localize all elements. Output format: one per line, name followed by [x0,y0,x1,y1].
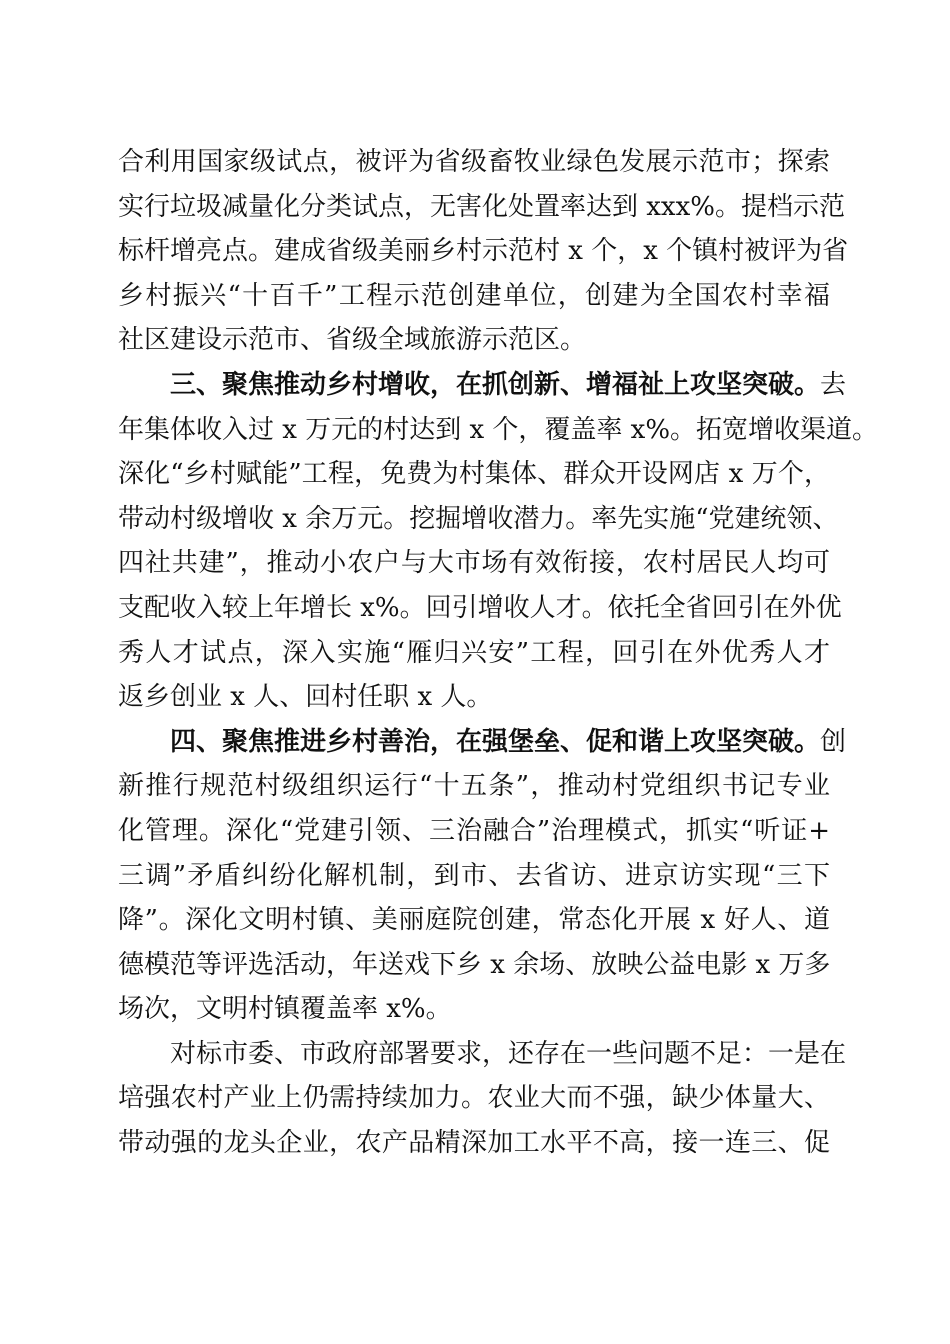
text-line: 乡村振兴“十百千”工程示范创建单位，创建为全国农村幸福 [118,280,830,311]
paragraph-3 [118,720,847,1032]
text-line: 秀人才试点，深入实施“雁归兴安”工程，回引在外优秀人才 [118,637,830,668]
section-heading: 四、聚焦推进乡村善治，在强堡垒、促和谐上攻坚突破。 [170,726,821,757]
text-line: 培强农村产业上仍需持续加力。农业大而不强，缺少体量大、 [118,1083,830,1114]
text-line: 降”。深化文明村镇、美丽庭院创建，常态化开展 x 好人、道 [118,905,830,936]
paragraph-2 [118,363,879,720]
text-line: 德模范等评选活动，年送戏下乡 x 余场、放映公益电影 x 万多 [118,949,831,980]
text-line: 新推行规范村级组织运行“十五条”，推动村党组织书记专业 [118,771,830,802]
text-line: 四社共建”，推动小农户与大市场有效衔接，农村居民人均可 [118,548,830,579]
text-line: 年集体收入过 x 万元的村达到 x 个，覆盖率 x%。拓宽增收渠道。 [118,414,879,445]
text-line: 标杆增亮点。建成省级美丽乡村示范村 x 个，x 个镇村被评为省 [118,236,849,267]
text-line [118,363,847,408]
section-heading: 三、聚焦推动乡村增收，在抓创新、增福祉上攻坚突破。 [170,369,821,400]
text-line: 返乡创业 x 人、回村任职 x 人。 [118,682,493,713]
heading-line-rest: 去 [820,369,847,400]
text-line: 社区建设示范市、省级全域旅游示范区。 [118,325,587,356]
text-line: 实行垃圾减量化分类试点，无害化处置率达到 xxx%。提档示范 [118,191,845,222]
document-page [118,140,879,1166]
text-line [118,720,847,765]
text-line: 三调”矛盾纠纷化解机制，到市、去省访、进京访实现“三下 [118,860,830,891]
text-line: 对标市委、市政府部署要求，还存在一些问题不足：一是在 [170,1038,847,1069]
text-line: 合利用国家级试点，被评为省级畜牧业绿色发展示范市；探索 [118,147,830,177]
text-line: 深化“乡村赋能”工程，免费为村集体、群众开设网店 x 万个， [118,459,830,490]
paragraph-4 [118,1032,847,1166]
paragraph-1 [118,140,849,363]
heading-line-rest: 创 [820,726,847,757]
text-line: 带动强的龙头企业，农产品精深加工水平不高，接一连三、促 [118,1128,830,1159]
text-line: 带动村级增收 x 余万元。挖掘增收潜力。率先实施“党建统领、 [118,503,839,534]
text-line: 化管理。深化“党建引领、三治融合”治理模式，抓实“听证+ [118,815,830,846]
text-line: 支配收入较上年增长 x%。回引增收人才。依托全省回引在外优 [118,592,842,623]
text-line: 场次，文明村镇覆盖率 x%。 [118,994,452,1025]
